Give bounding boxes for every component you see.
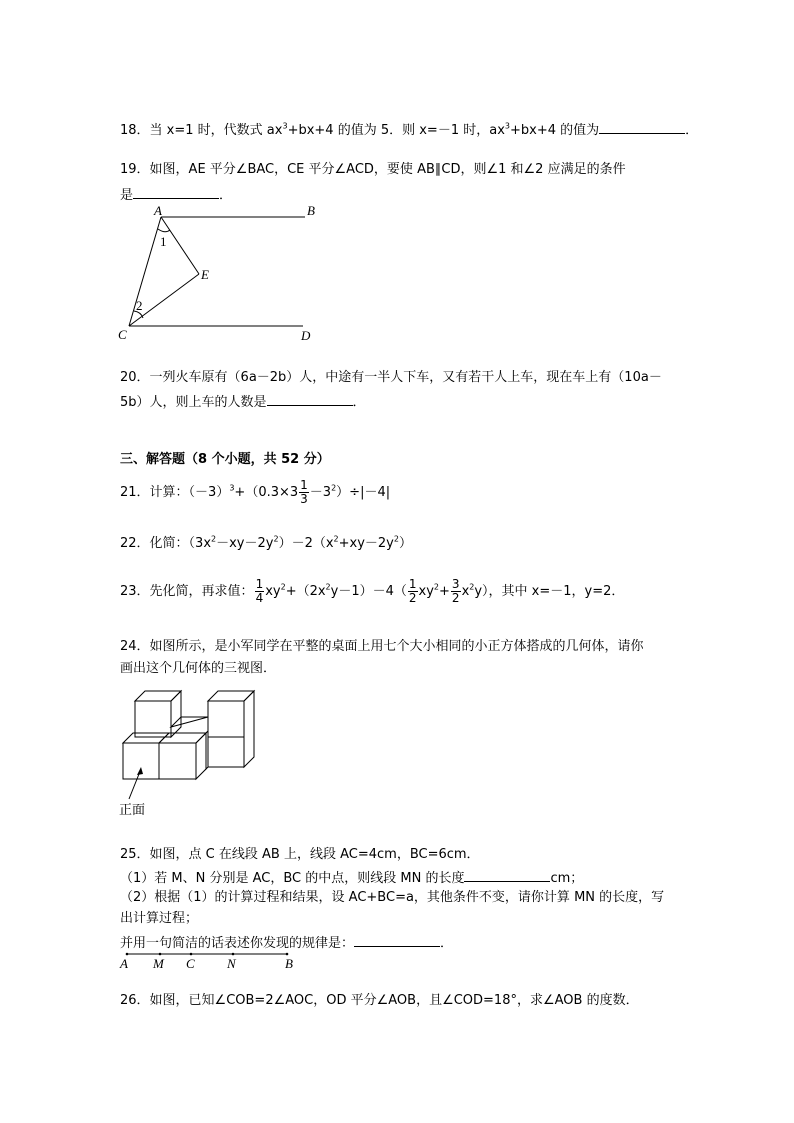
point-a: [126, 953, 129, 956]
section-3-title: 三、解答题（8 个小题，共 52 分）: [120, 452, 330, 467]
answer-blank[interactable]: [133, 184, 219, 199]
question-25-rule: 并用一句简洁的话表述你发现的规律是： ．: [120, 932, 453, 953]
question-number: 19．: [120, 162, 150, 177]
question-19-line2: 是 ．: [120, 184, 232, 205]
question-20-line2: 5b）人，则上车的人数是 ．: [120, 391, 366, 412]
fraction-one-third: $\frac{1}{3}$: [300, 478, 308, 506]
question-20: 20．一列火车原有（6a－2b）人，中途有一半人下车，又有若干人上车，现在车上有（10a－: [120, 370, 662, 385]
point-b: [286, 953, 289, 956]
cube-top: [171, 717, 208, 727]
angle-1-arc: [158, 229, 170, 232]
cube-side: [171, 691, 181, 737]
question-number: 24．: [120, 639, 150, 654]
answer-blank[interactable]: [464, 867, 550, 882]
label-m: M: [153, 956, 164, 971]
label-angle-2: 2: [136, 298, 143, 313]
front-label: 正面: [119, 803, 146, 818]
label-a: A: [120, 956, 128, 971]
fraction-three-halves: $\frac{3}{2}$: [451, 577, 460, 605]
cube: [159, 743, 196, 779]
cube-side: [206, 731, 208, 769]
point-m: [159, 953, 162, 956]
q19-figure: [115, 200, 325, 345]
question-25: 25．如图，点 C 在线段 AB 上，线段 AC=4cm，BC=6cm．: [120, 847, 480, 862]
question-23: 23．先化简，再求值： $\frac{1}{4}$ $xy^2+(2x^2y-1)-4$（ $\frac{1}{2}$ $xy^2+$ $\frac{3}{2}$ $x^2y$），其中 x=－1，y=2．: [120, 577, 625, 605]
answer-blank[interactable]: [267, 391, 353, 406]
question-22: 22．化简：$(3x^2-xy-2y^2)-2(x^2+xy-2y^2)$: [120, 534, 412, 551]
question-19: 19．如图，AE 平分∠BAC，CE 平分∠ACD，要使 AB∥CD，则∠1 和∠2 应满足的条件: [120, 162, 626, 177]
question-number: 22．: [120, 536, 150, 551]
segment-figure: [115, 948, 305, 974]
question-21: 21．计算：$(-3)^3+(0.3\times 3$ $\frac{1}{3}$ $-3^2)\div|-4|$: [120, 478, 391, 506]
question-number: 23．: [120, 584, 150, 599]
segment-ac: [129, 217, 161, 326]
cube-top: [159, 733, 206, 743]
cube: [135, 701, 171, 737]
answer-blank[interactable]: [354, 932, 440, 947]
question-25-part2-line2: 出计算过程；: [120, 911, 199, 926]
label-e: E: [201, 267, 209, 282]
cube-side: [244, 691, 254, 767]
label-b: B: [285, 956, 293, 971]
cube-top: [123, 733, 169, 743]
answer-blank[interactable]: [599, 119, 685, 134]
question-number: 21．: [120, 485, 150, 500]
point-c: [190, 953, 193, 956]
question-number: 26．: [120, 993, 150, 1008]
label-d: D: [301, 328, 311, 343]
question-number: 20．: [120, 370, 150, 385]
question-25-part1: （1）若 M、N 分别是 AC，BC 的中点，则线段 MN 的长度 cm；: [120, 867, 583, 888]
question-18: 18．当 x=1 时，代数式 $ax^3+bx+4$ 的值为 5．则 x=－1 时，$ax^3+bx+4$ 的值为 ．: [120, 119, 698, 140]
cube: [208, 701, 244, 737]
fraction-one-quarter: $\frac{1}{4}$: [255, 577, 264, 605]
fraction-one-half: $\frac{1}{2}$: [408, 577, 417, 605]
cube-side: [196, 733, 206, 779]
question-number: 25．: [120, 847, 150, 862]
label-c: C: [186, 956, 195, 971]
label-angle-1: 1: [160, 234, 167, 249]
segment-ae: [161, 217, 199, 274]
point-n: [232, 953, 235, 956]
cube-figure: [115, 685, 265, 820]
question-24: 24．如图所示，是小军同学在平整的桌面上用七个大小相同的小正方体搭成的几何体，请你: [120, 639, 644, 654]
label-n: N: [227, 956, 236, 971]
arrow-head-icon: [137, 767, 143, 775]
cube: [208, 737, 244, 767]
cube-top: [135, 691, 181, 701]
question-26: 26．如图，已知∠COB=2∠AOC，OD 平分∠AOB，且∠COD=18°，求∠AOB 的度数．: [120, 993, 639, 1008]
cube-top: [208, 691, 254, 701]
label-c: C: [118, 327, 127, 342]
question-24-line2: 画出这个几何体的三视图．: [120, 661, 277, 676]
label-a: A: [154, 203, 162, 218]
question-25-part2: （2）根据（1）的计算过程和结果，设 AC+BC=a，其他条件不变，请你计算 MN 的长度，写: [120, 890, 665, 905]
question-number: 18．: [120, 123, 150, 138]
label-b: B: [307, 203, 315, 218]
